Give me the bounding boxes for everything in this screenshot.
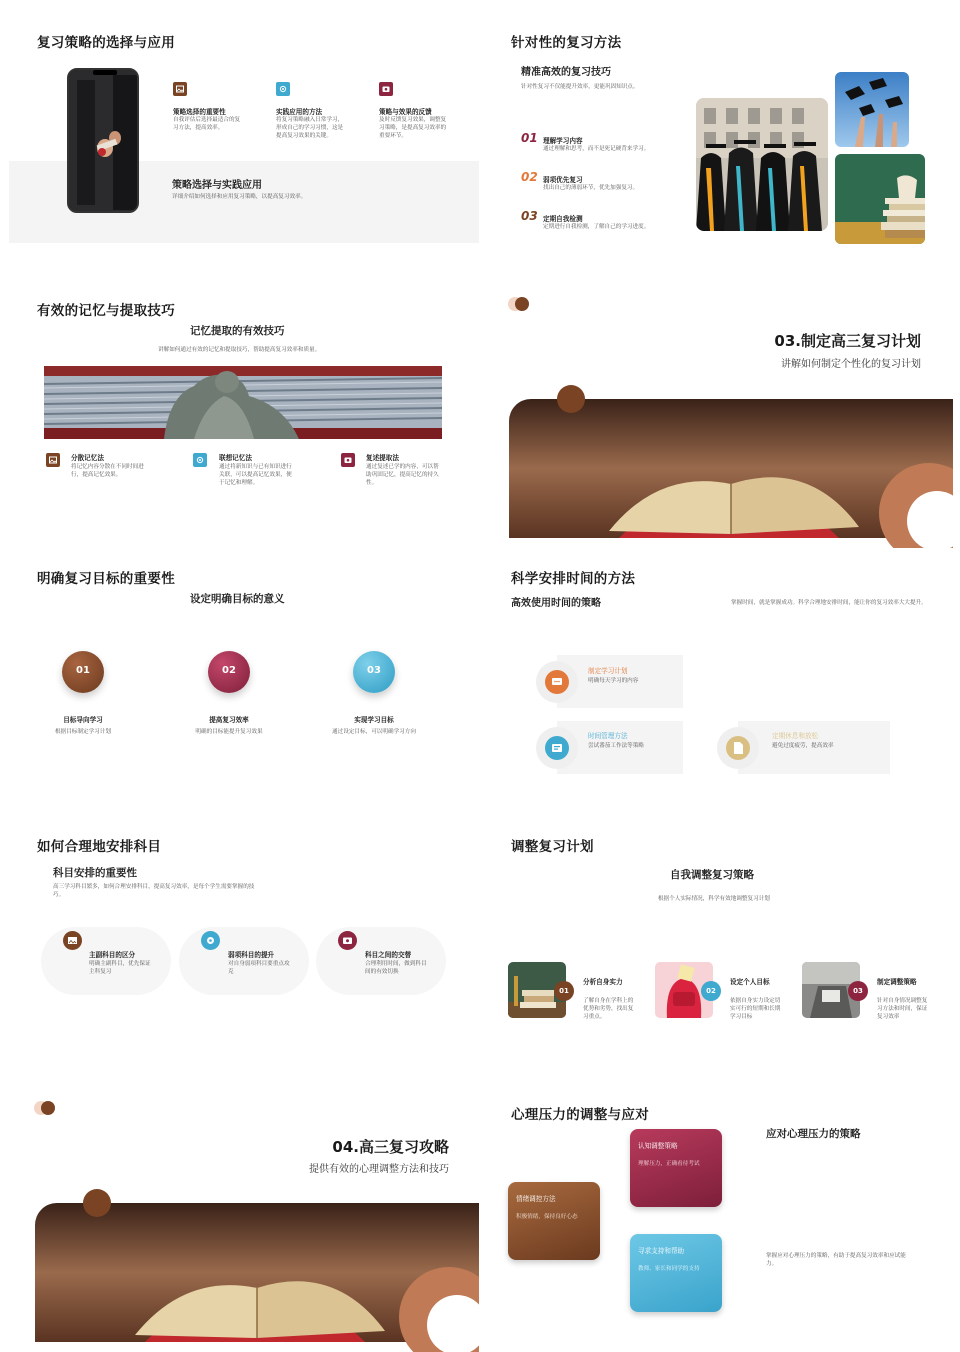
- item-desc: 通过理解和思考，而不是死记硬背来学习。: [543, 146, 650, 152]
- deco-arc-inner: [427, 1295, 479, 1352]
- image-icon: [379, 82, 393, 96]
- item-desc: 避免过度疲劳，提高效率: [772, 743, 834, 749]
- photo-icon: [193, 453, 207, 467]
- item-title: 定期休息和放松: [772, 732, 819, 740]
- sub-title: 精准高效的复习技巧: [521, 67, 611, 78]
- item-desc: 找出自己的薄弱环节，优先加强复习。: [543, 185, 639, 191]
- graduation-caps-photo: [835, 72, 909, 147]
- item-title: 时间管理方法: [588, 732, 628, 740]
- item-desc: 自我评估后选择最适合的复习方法，提高效率。: [173, 117, 241, 132]
- slide-title: 复习策略的选择与应用: [37, 35, 175, 51]
- slide-title: 心理压力的调整与应对: [511, 1107, 649, 1123]
- item-number: 01: [521, 131, 538, 145]
- deco-circle: [83, 1189, 111, 1217]
- image-icon: [173, 82, 187, 96]
- item-title: 分析自身实力: [583, 978, 623, 986]
- sub-desc: 高三学习科目繁多，如何合理安排科目，提高复习效率，是每个学生需要掌握的技巧。: [53, 884, 255, 899]
- item-desc: 将记忆内容分散在不同时间进行，提高记忆效果。: [71, 464, 144, 479]
- item-title: 主副科目的区分: [89, 951, 136, 959]
- number-badge: 03: [848, 981, 868, 1001]
- number-label: 03: [367, 665, 381, 676]
- item-title: 实现学习目标: [354, 716, 394, 724]
- item-title: 制定调整策略: [877, 978, 917, 986]
- deco-dot-dark: [41, 1101, 55, 1115]
- item-desc: 了解自身在学科上的优势和劣势，找出复习重点。: [583, 998, 634, 1021]
- slide-goals: [9, 551, 479, 809]
- item-desc: 明确主副科目，优先保证主科复习: [89, 961, 151, 976]
- sub-title: 策略选择与实践应用: [172, 180, 262, 191]
- item-title: 联想记忆法: [219, 454, 252, 462]
- sub-desc: 根据个人实际情况，科学有效地调整复习计划: [658, 896, 770, 902]
- number-badge: 02: [701, 981, 721, 1001]
- item-title: 定期自我检测: [543, 215, 583, 223]
- item-title: 策略与效果的反馈: [379, 108, 432, 116]
- image-icon: [341, 453, 355, 467]
- slide-title: 针对性的复习方法: [511, 35, 622, 51]
- item-title: 复述提取法: [366, 454, 399, 462]
- graduation-photo: [696, 98, 828, 231]
- section-subtitle: 提供有效的心理调整方法和技巧: [309, 1164, 449, 1175]
- card-title: 情绪调控方法: [516, 1195, 556, 1203]
- sub-desc: 讲解如何通过有效的记忆和提取技巧，帮助提高复习效率和质量。: [158, 347, 321, 353]
- item-title: 目标导向学习: [63, 716, 103, 724]
- slide-adjust-plan: [483, 819, 953, 1077]
- item-title: 设定个人目标: [730, 978, 770, 986]
- slide-section-04: [9, 1087, 479, 1352]
- item-desc: 明确每天学习的内容: [588, 678, 639, 684]
- item-title: 弱项优先复习: [543, 176, 583, 184]
- item-title: 理解学习内容: [543, 137, 583, 145]
- section-title: 03.制定高三复习计划: [774, 332, 921, 350]
- slide-title: 科学安排时间的方法: [511, 571, 636, 587]
- section-title: 04.高三复习攻略: [332, 1138, 449, 1156]
- sub-title: 科目安排的重要性: [53, 867, 137, 879]
- card-title: 认知调整策略: [638, 1142, 678, 1150]
- photo-icon: [201, 931, 220, 950]
- deco-dot-dark: [515, 297, 529, 311]
- sub-desc: 详细介绍如何选择和应用复习策略，以提高复习效率。: [172, 194, 307, 200]
- item-number: 03: [521, 209, 538, 223]
- item-title: 弱项科目的提升: [228, 951, 275, 959]
- slide-title: 如何合理地安排科目: [37, 839, 162, 855]
- image-icon: [63, 931, 82, 950]
- slide-title: 明确复习目标的重要性: [37, 571, 175, 587]
- sub-title: 设定明确目标的意义: [190, 593, 285, 605]
- slide-memory: [9, 283, 479, 541]
- item-desc: 将复习策略融入日常学习，形成自己的学习习惯，这是提高复习效果的关键。: [276, 117, 344, 140]
- item-number: 02: [521, 170, 538, 184]
- slide-title: 有效的记忆与提取技巧: [37, 303, 175, 319]
- slide-time: [483, 551, 953, 809]
- phone-photo: [67, 68, 139, 213]
- card-desc: 教师、家长和同学的支持: [638, 1266, 700, 1272]
- item-desc: 针对自身情况调整复习方法和时间，保证复习效率: [877, 998, 928, 1021]
- chat-icon: [545, 670, 569, 694]
- item-desc: 通过将新知识与已有知识进行关联，可以提高记忆效果，便于记忆和理解。: [219, 464, 292, 487]
- document-icon: [726, 736, 750, 760]
- number-badge: 01: [554, 981, 574, 1001]
- item-desc: 根据目标制定学习计划: [55, 729, 111, 735]
- item-title: 制定学习计划: [588, 667, 628, 675]
- sub-title: 高效使用时间的策略: [511, 598, 601, 609]
- item-title: 科目之间的交替: [365, 951, 412, 959]
- sub-desc: 掌握应对心理压力的策略，有助于提高复习效率和应试能力。: [766, 1253, 906, 1268]
- item-title: 实践应用的方法: [276, 108, 323, 116]
- sub-title: 记忆提取的有效技巧: [190, 325, 285, 337]
- image-icon: [338, 931, 357, 950]
- slide-strategy: [9, 15, 479, 273]
- item-title: 分散记忆法: [71, 454, 104, 462]
- sub-title: 应对心理压力的策略: [766, 1128, 861, 1140]
- item-desc: 明确的目标能提升复习效果: [195, 729, 263, 735]
- item-title: 提高复习效率: [209, 716, 249, 724]
- item-desc: 对自身弱项科目要重点攻克: [228, 961, 290, 976]
- section-subtitle: 讲解如何制定个性化的复习计划: [781, 359, 921, 370]
- sub-title: 自我调整复习策略: [670, 869, 754, 881]
- temple-photo: [44, 366, 442, 439]
- image-icon: [46, 453, 60, 467]
- slide-stress: [483, 1087, 953, 1345]
- item-desc: 通过复述已学的内容，可以帮助巩固记忆，提高记忆的持久性。: [366, 464, 439, 487]
- slide-subjects: [9, 819, 479, 1077]
- item-desc: 定期进行自我检测，了解自己的学习进度。: [543, 224, 650, 230]
- deco-circle: [557, 385, 585, 413]
- book-photo: [835, 154, 925, 244]
- card-title: 寻求支持和帮助: [638, 1247, 685, 1255]
- card-desc: 理解压力，正确看待考试: [638, 1161, 700, 1167]
- slide-section-03: [483, 283, 953, 548]
- slide-targeted-review: [483, 15, 953, 273]
- number-label: 01: [76, 665, 90, 676]
- number-label: 02: [222, 665, 236, 676]
- item-desc: 通过设定目标，可以明确学习方向: [332, 729, 416, 735]
- card-desc: 积极情绪，保持良好心态: [516, 1214, 578, 1220]
- sub-desc: 针对性复习不仅能提升效率，更能巩固知识点。: [521, 84, 639, 90]
- clock-icon: [545, 736, 569, 760]
- item-desc: 尝试番茄工作法等策略: [588, 743, 644, 749]
- item-desc: 合理利用时间，做到科目间的有效切换: [365, 961, 427, 976]
- item-desc: 依据自身实力设定切实可行的短期和长期学习目标: [730, 998, 781, 1021]
- item-title: 策略选择的重要性: [173, 108, 226, 116]
- sub-desc: 掌握时间，就是掌握成功。科学合理地安排时间，能让你的复习效率大大提升。: [731, 600, 927, 606]
- item-desc: 及时反馈复习效果，调整复习策略，是提高复习效率的重要环节。: [379, 117, 447, 140]
- slide-title: 调整复习计划: [511, 839, 594, 855]
- photo-icon: [276, 82, 290, 96]
